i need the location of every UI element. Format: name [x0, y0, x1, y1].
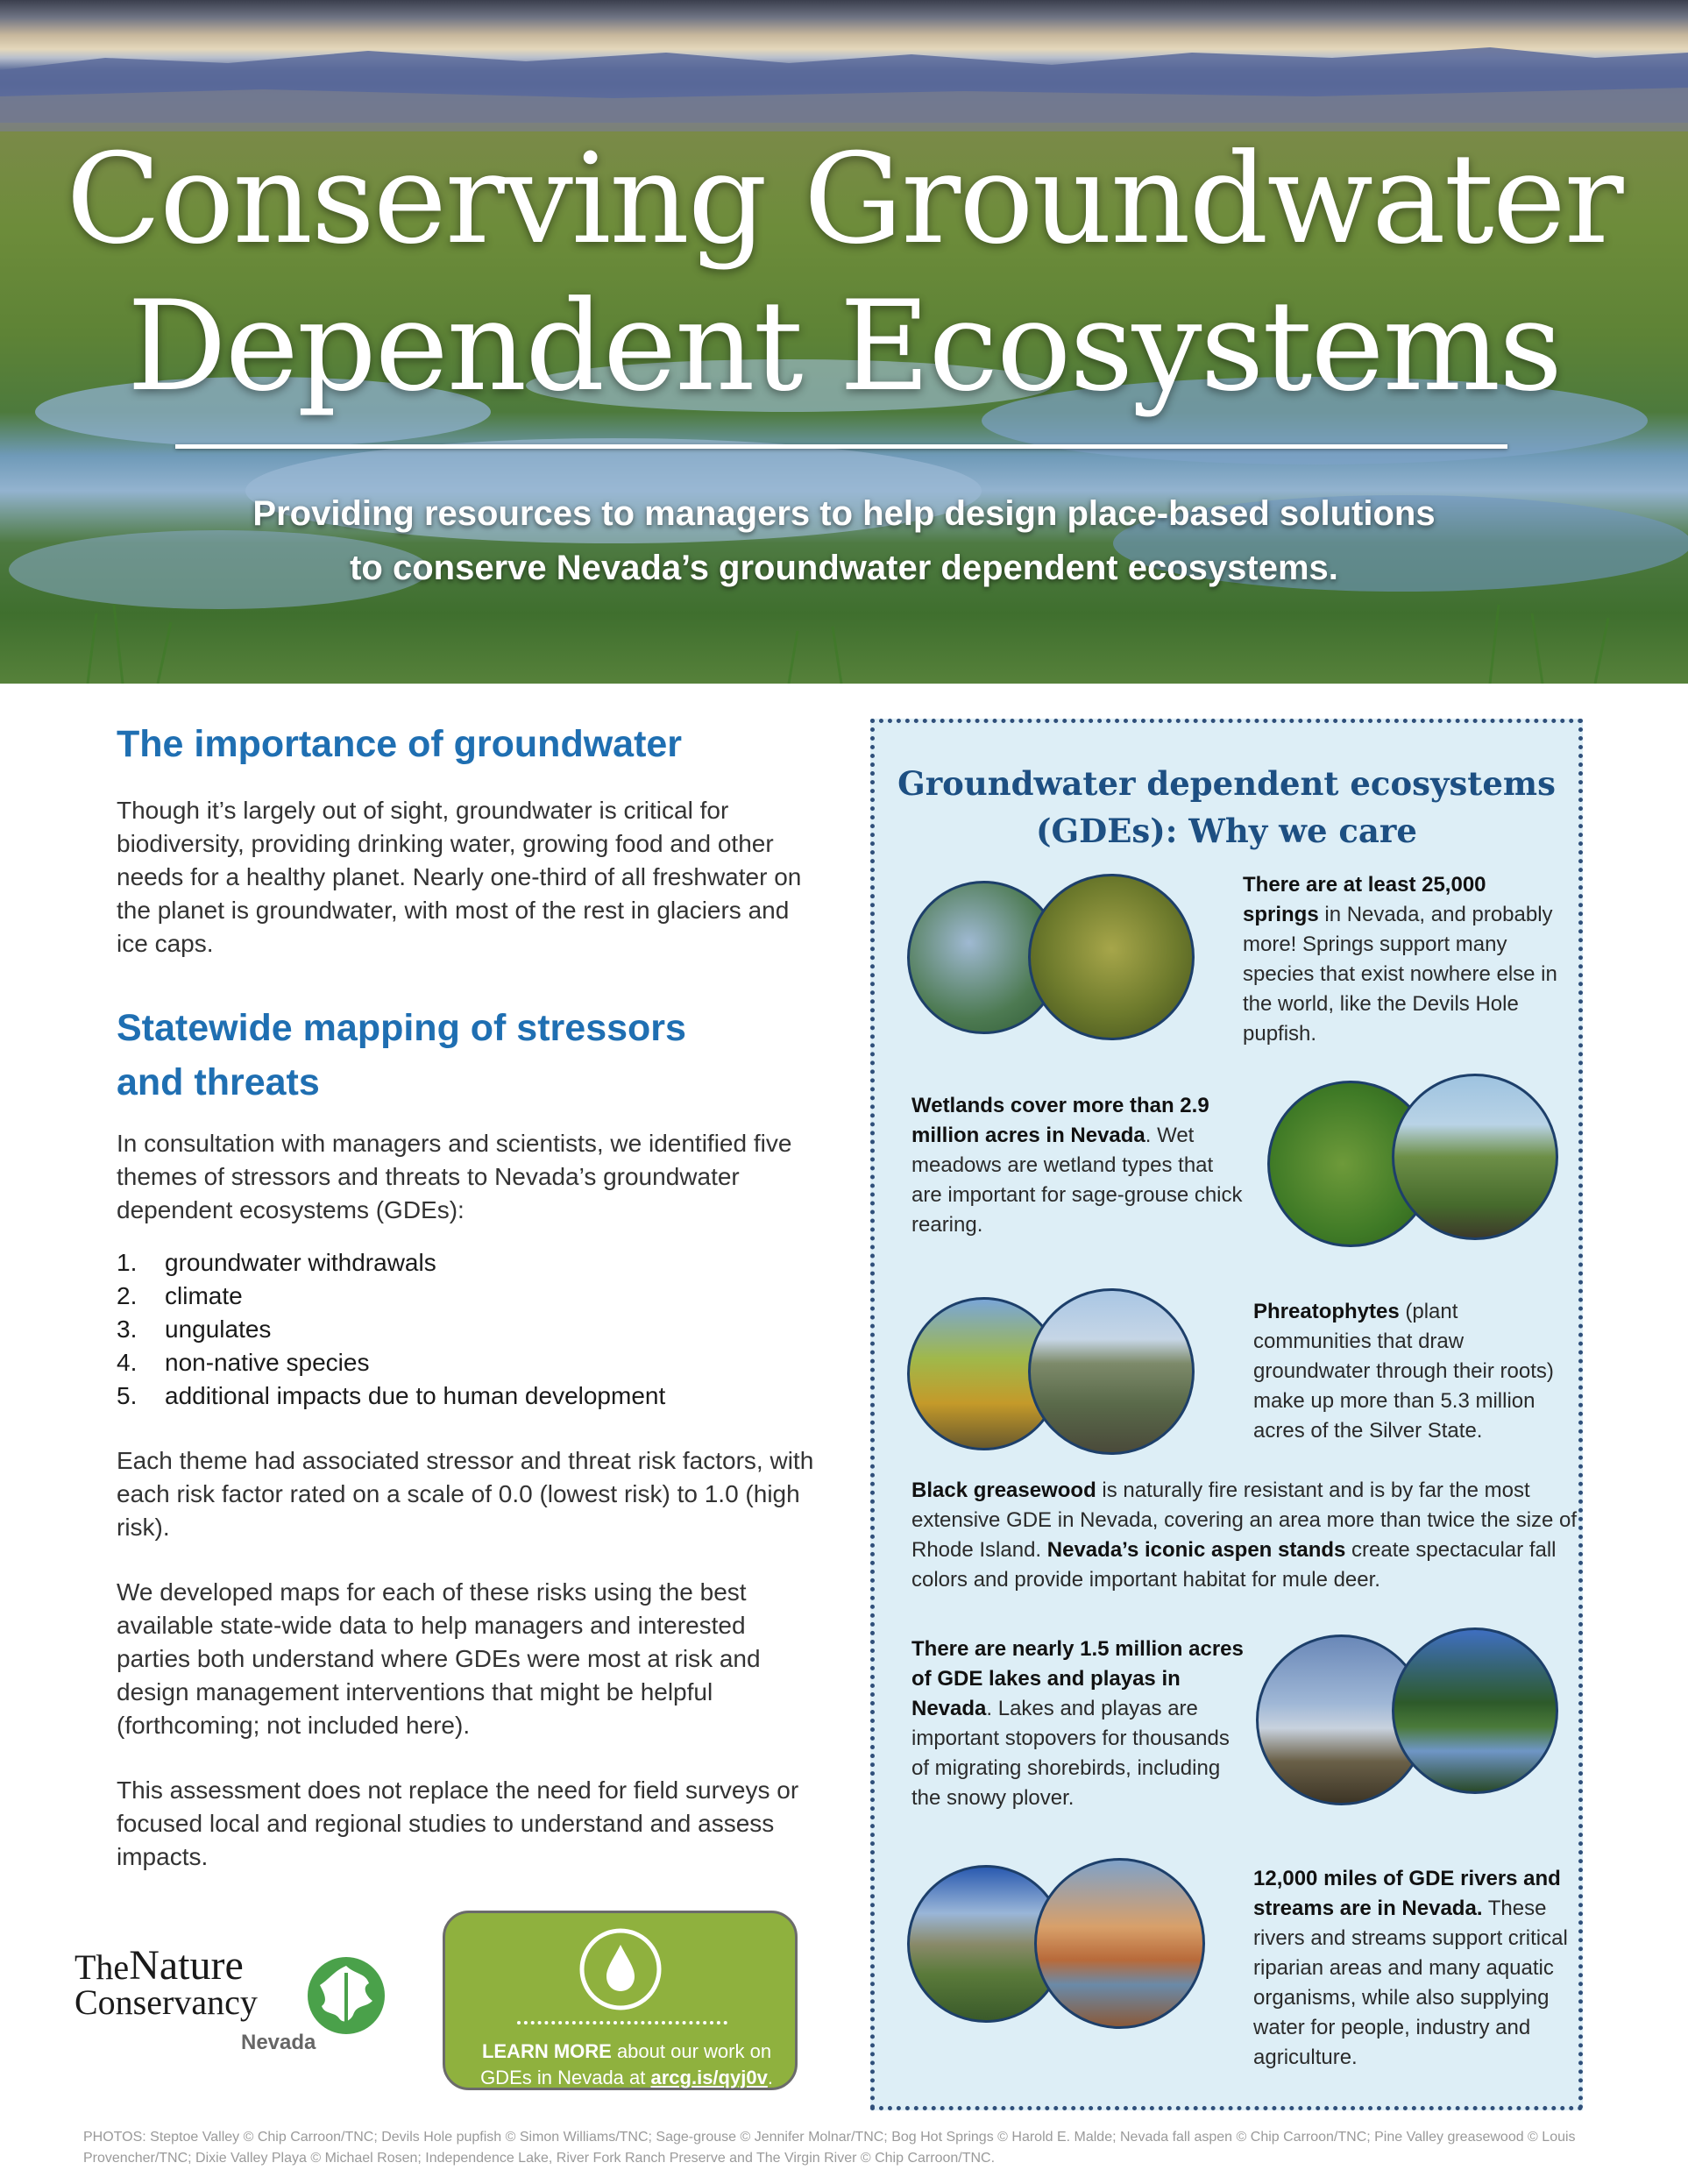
panel-title: Groundwater dependent ecosystems (GDEs): Why we care — [897, 764, 1556, 850]
wetlands-text: Wetlands cover more than 2.9 million acres in Nevada. Wet meadows are wetland types that are important for sage-grouse chick rearing. — [911, 1094, 1243, 1237]
pupfish-photo — [1028, 874, 1195, 1040]
lakes-text: There are nearly 1.5 million acres of GDE lakes and playas in Nevada. Lakes and playas are important stopovers for thousands of migrating shorebirds, including the snowy plover. — [911, 1637, 1244, 1810]
callout-text: LEARN MORE about our work on GDEs in Nevada at arcg.is/qyj0v. — [480, 2040, 773, 2088]
independence-lake-photo — [1392, 1627, 1558, 1794]
phreatophytes-text-top: Phreatophytes (plant communities that draw groundwater through their roots) make up more than 5.3 million acres of the Silver State. — [1253, 1300, 1554, 1443]
virgin-river-photo — [1034, 1858, 1205, 2029]
list-item: 3. ungulates — [117, 1315, 272, 1343]
tnc-logo[interactable] — [74, 1942, 399, 2055]
maps-paragraph: We developed maps for each of these risks using the best available state-wide data to help managers and interested parties both understand where GDEs were most at risk and design management interventions that might be helpful (forthcoming; not included here). — [117, 1578, 761, 1739]
logo-wordmark: TheNature Conservancy — [74, 1942, 258, 2022]
list-item: 5. additional impacts due to human development — [117, 1382, 666, 1409]
gde-panel — [870, 719, 1583, 2110]
rivers-text: 12,000 miles of GDE rivers and streams are in Nevada. These rivers and streams support critical riparian areas and many aquatic organisms, while also supplying water for people, industry and agriculture. — [1253, 1867, 1568, 2069]
importance-body: Though it’s largely out of sight, groundwater is critical for biodiversity, providing drinking water, growing food and other needs for a healthy planet. Nearly one-third of all freshwater on the planet is groundwater, with most of the rest in glaciers and ice caps. — [117, 797, 802, 957]
hero-title-line-2: Dependent Ecosystems — [126, 274, 1562, 419]
oak-leaf-icon — [304, 1954, 388, 2038]
list-item: 1. groundwater withdrawals — [117, 1249, 436, 1276]
mapping-heading — [117, 1001, 818, 1110]
left-column — [117, 717, 818, 1874]
list-item: 4. non-native species — [117, 1349, 370, 1376]
hero-divider — [175, 444, 1507, 449]
logo-region: Nevada — [241, 2031, 316, 2054]
risk-paragraph: Each theme had associated stressor and threat risk factors, with each risk factor rated on a scale of 0.0 (lowest risk) to 1.0 (high risk). — [117, 1447, 814, 1541]
assessment-paragraph: This assessment does not replace the need for field surveys or focused local and regional studies to understand and assess impacts. — [117, 1776, 799, 1870]
phreatophytes-text-bottom: Black greasewood is naturally fire resistant and is by far the most extensive GDE in Nevada, covering an area more than twice the size of Rhode Island. Nevada’s iconic aspen stands create spectacular fall colors and provide important habitat for mule deer. — [911, 1478, 1578, 1592]
hero-subtitle-line-2: to conserve Nevada’s groundwater dependent ecosystems. — [350, 549, 1338, 587]
hero-banner — [0, 0, 1688, 684]
importance-heading: The importance of groundwater — [117, 723, 683, 765]
learn-more-callout[interactable] — [443, 1911, 798, 2090]
hero-subtitle-line-1: Providing resources to managers to help design place-based solutions — [252, 494, 1436, 533]
themes-list — [117, 1246, 818, 1413]
greasewood-photo — [1028, 1288, 1195, 1455]
wetland-stream-photo — [1392, 1074, 1558, 1240]
hero-subtitle — [0, 486, 1688, 595]
springs-text: There are at least 25,000 springs in Nevada, and probably more! Springs support many species that exist nowhere else in the world, like the Devils Hole pupfish. — [1243, 873, 1557, 1046]
photo-credits: PHOTOS: Steptoe Valley © Chip Carroon/TNC; Devils Hole pupfish © Simon Williams/TNC; Sage-grouse © Jennifer Molnar/TNC; Bog Hot Springs © Harold E. Malde; Nevada fall aspen © Chip Carroon/TNC; Pine Valley greasewood © Louis Provencher/TNC; Dixie Valley Playa © Michael Rosen; Independence Lake, River Fork Ranch Preserve and The Virgin River © Chip Carroon/TNC. — [83, 2130, 1576, 2166]
mapping-intro: In consultation with managers and scientists, we identified five themes of stressors and threats to Nevada’s groundwater dependent ecosystems (GDEs): — [117, 1130, 792, 1223]
gde-link[interactable]: arcg.is/qyj0v — [650, 2067, 768, 2088]
mapping-heading-line-2: and threats — [117, 1061, 320, 1103]
water-drop-icon — [577, 1925, 664, 2013]
callout-divider — [517, 2021, 727, 2024]
list-item: 2. climate — [117, 1282, 243, 1309]
mapping-heading-line-1: Statewide mapping of stressors — [117, 1007, 686, 1049]
hero-title-line-1: Conserving Groundwater — [66, 127, 1622, 272]
